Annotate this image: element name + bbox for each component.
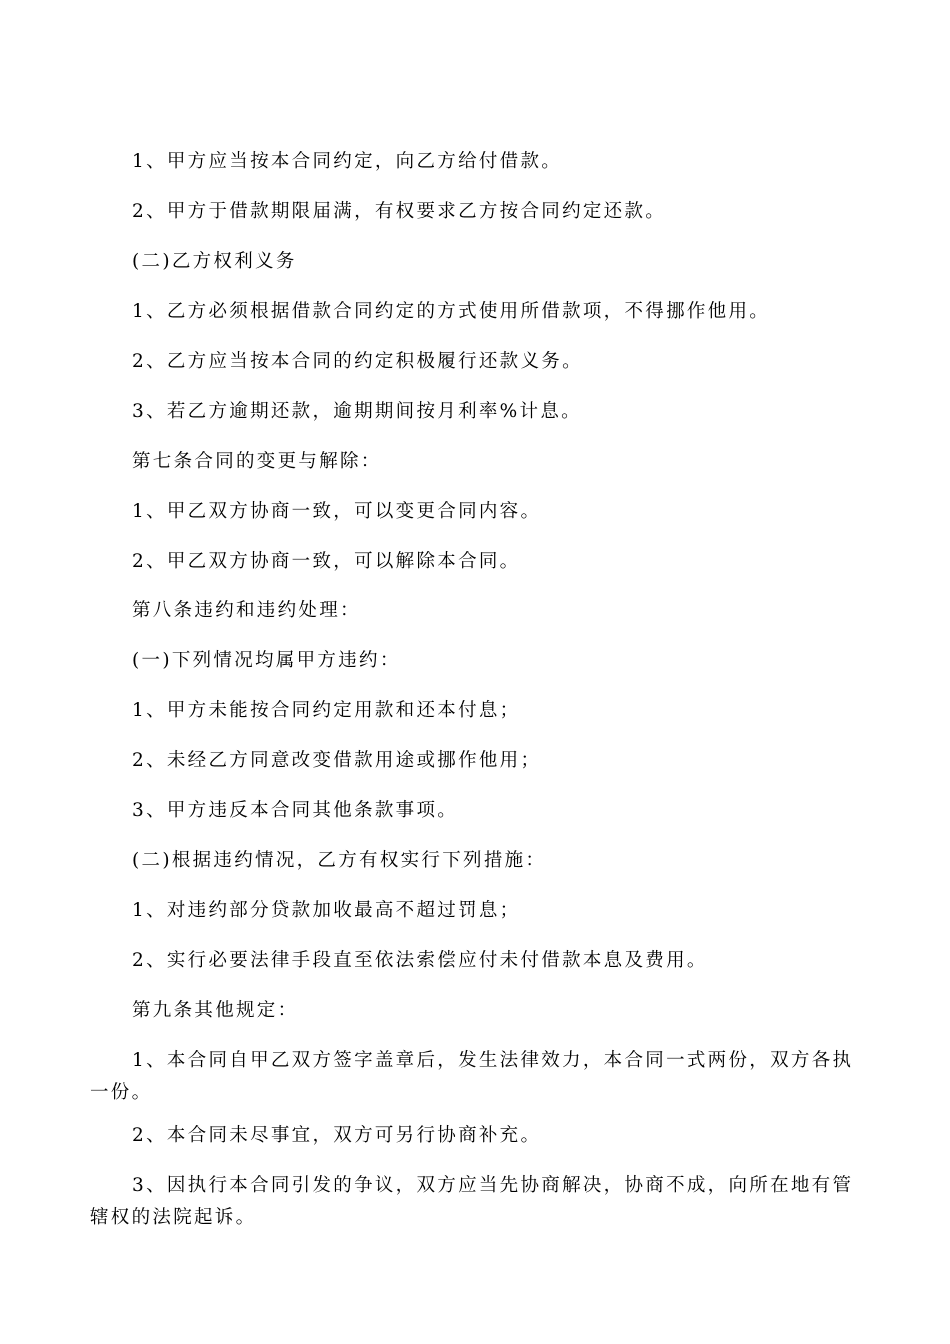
clause-paragraph: 2、甲乙双方协商一致，可以解除本合同。: [132, 551, 521, 572]
article-heading: 第九条其他规定：: [132, 1000, 299, 1021]
clause-paragraph: 1、甲乙双方协商一致，可以变更合同内容。: [132, 501, 542, 522]
article-heading: 第八条违约和违约处理：: [132, 600, 361, 621]
clause-paragraph: 2、未经乙方同意改变借款用途或挪作他用；: [132, 750, 542, 771]
section-heading: (二)乙方权利义务: [132, 251, 297, 272]
clause-paragraph: 3、甲方违反本合同其他条款事项。: [132, 800, 459, 821]
clause-paragraph: 2、甲方于借款期限届满，有权要求乙方按合同约定还款。: [132, 201, 667, 222]
section-heading: (一)下列情况均属甲方违约：: [132, 650, 401, 671]
clause-paragraph: 2、乙方应当按本合同的约定积极履行还款义务。: [132, 351, 583, 372]
clause-paragraph: 1、对违约部分贷款加收最高不超过罚息；: [132, 900, 521, 921]
clause-paragraph: 1、本合同自甲乙双方签字盖章后，发生法律效力，本合同一式两份，双方各执一份。: [90, 1050, 854, 1103]
clause-paragraph: 1、甲方未能按合同约定用款和还本付息；: [132, 700, 521, 721]
article-heading: 第七条合同的变更与解除：: [132, 451, 382, 472]
clause-paragraph: 2、实行必要法律手段直至依法索偿应付未付借款本息及费用。: [132, 950, 708, 971]
clause-paragraph: 1、乙方必须根据借款合同约定的方式使用所借款项，不得挪作他用。: [132, 301, 771, 322]
clause-paragraph: 1、甲方应当按本合同约定，向乙方给付借款。: [132, 151, 563, 172]
clause-paragraph: 3、若乙方逾期还款，逾期期间按月利率%计息。: [132, 401, 582, 422]
clause-paragraph: 2、本合同未尽事宜，双方可另行协商补充。: [132, 1125, 542, 1146]
clause-paragraph: 3、因执行本合同引发的争议，双方应当先协商解决，协商不成，向所在地有管辖权的法院起诉。: [90, 1175, 854, 1228]
section-heading: (二)根据违约情况，乙方有权实行下列措施：: [132, 850, 547, 871]
